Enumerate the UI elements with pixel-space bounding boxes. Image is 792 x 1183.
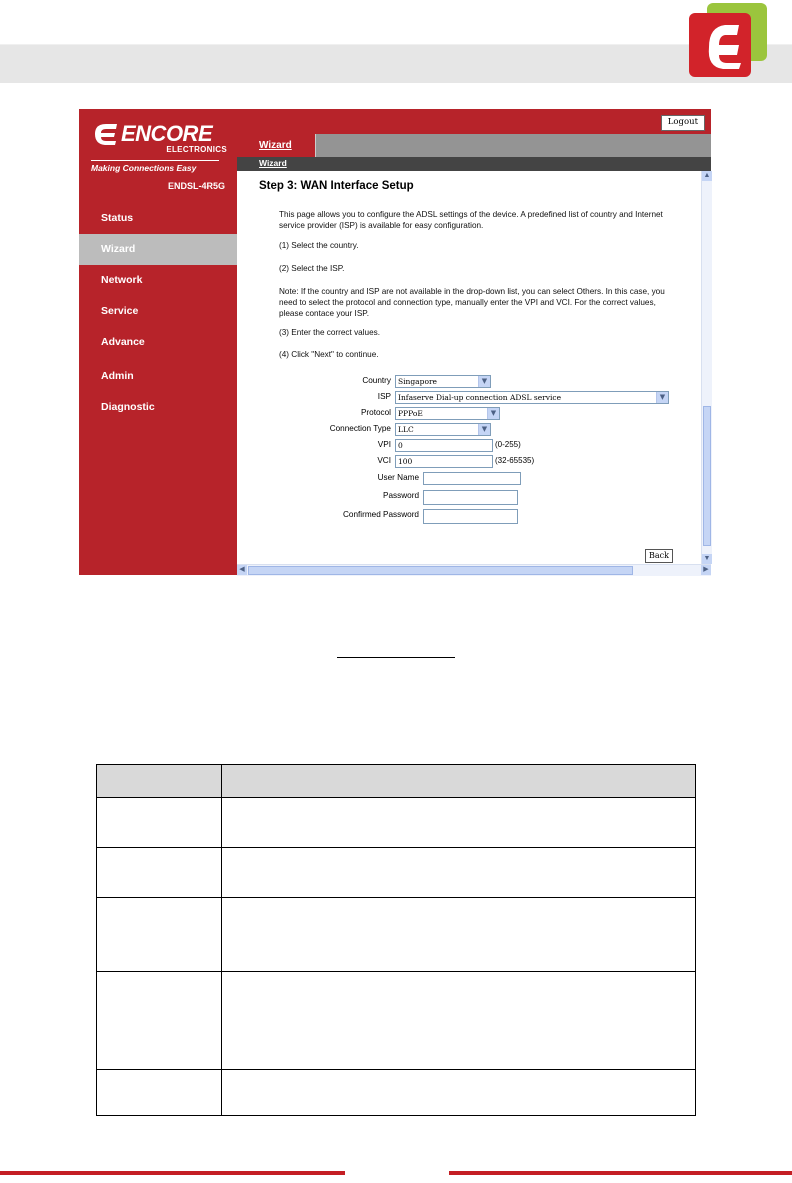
protocol-row <box>237 407 701 420</box>
password-row <box>237 490 701 503</box>
vpi-row <box>237 439 701 452</box>
country-row <box>237 375 701 388</box>
tab-bar <box>237 134 711 157</box>
connection-type-value: LLC <box>398 425 414 434</box>
table-header-cell <box>97 765 222 798</box>
vpi-input[interactable]: 0 <box>395 439 493 452</box>
table-row <box>97 798 696 848</box>
content-area <box>237 171 701 564</box>
back-button[interactable]: Back <box>645 549 673 563</box>
vertical-scroll-thumb[interactable] <box>703 406 711 546</box>
sidebar-item-status[interactable]: Status <box>101 212 134 224</box>
scroll-up-icon[interactable]: ▲ <box>703 172 711 179</box>
username-row <box>237 472 701 485</box>
confirm-password-input[interactable] <box>423 509 518 524</box>
breadcrumb <box>237 157 711 171</box>
vpi-label: VPI <box>377 440 391 449</box>
router-ui-screenshot <box>79 109 711 575</box>
top-bar <box>237 109 711 134</box>
table-header-cell <box>222 765 696 798</box>
vpi-range: (0-255) <box>495 440 521 449</box>
scroll-right-icon[interactable]: ▶ <box>701 565 711 575</box>
horizontal-scroll-thumb[interactable] <box>248 566 633 575</box>
country-label: Country <box>362 376 391 385</box>
protocol-value: PPPoE <box>398 409 423 418</box>
chevron-down-icon: ▼ <box>478 376 490 387</box>
isp-value: Infaserve Dial-up connection ADSL service <box>398 393 562 402</box>
table-row <box>97 848 696 898</box>
vci-input[interactable]: 100 <box>395 455 493 468</box>
isp-label: ISP <box>377 392 391 401</box>
password-label: Password <box>383 491 419 500</box>
sidebar-item-admin[interactable]: Admin <box>101 370 134 382</box>
vci-range: (32-65535) <box>495 456 535 465</box>
tab-wizard[interactable]: Wizard <box>237 134 316 157</box>
table-cell <box>222 848 696 898</box>
logout-button[interactable]: Logout <box>661 115 705 131</box>
table-cell <box>97 848 222 898</box>
sidebar-item-advance[interactable]: Advance <box>101 336 145 348</box>
sidebar-item-service[interactable]: Service <box>101 305 139 317</box>
vci-row <box>237 455 701 468</box>
brand-logo <box>91 121 227 173</box>
table-cell <box>222 1070 696 1116</box>
breadcrumb-wizard-link[interactable]: Wizard <box>259 158 287 168</box>
confirm-password-label: Confirmed Password <box>343 510 419 519</box>
device-model: ENDSL-4R5G <box>167 181 225 191</box>
encore-e-icon <box>91 121 121 147</box>
step1-text: (1) Select the country. <box>279 241 359 250</box>
table-header-row <box>97 765 696 798</box>
encore-logo-icon <box>689 3 769 77</box>
table-row <box>97 972 696 1070</box>
footer-line-right <box>449 1171 792 1175</box>
isp-row <box>237 391 701 404</box>
brand-tagline: Making Connections Easy <box>91 160 219 173</box>
caption-underline <box>337 657 455 658</box>
sidebar-item-wizard[interactable]: Wizard <box>79 234 237 265</box>
step3-text: (3) Enter the correct values. <box>279 328 381 337</box>
main-panel <box>237 109 711 575</box>
country-value: Singapore <box>398 377 437 386</box>
password-input[interactable] <box>423 490 518 505</box>
username-input[interactable] <box>423 472 521 485</box>
vci-label: VCI <box>377 456 391 465</box>
protocol-label: Protocol <box>360 408 391 417</box>
sidebar-item-network[interactable]: Network <box>101 274 143 286</box>
step2-text: (2) Select the ISP. <box>279 264 345 273</box>
document-header-band <box>0 44 792 83</box>
connection-type-row <box>237 423 701 436</box>
brand-name: ENCORE <box>121 121 213 146</box>
intro-text: This page allows you to configure the ADSL settings of the device. A predefined list of country and Internet service provider (ISP) is available for easy configuration. <box>279 210 663 230</box>
sidebar <box>79 109 237 575</box>
connection-type-label: Connection Type <box>329 424 391 433</box>
connection-type-select[interactable] <box>395 423 491 436</box>
table-cell <box>222 898 696 972</box>
username-label: User Name <box>377 473 419 482</box>
isp-select[interactable] <box>395 391 669 404</box>
protocol-select[interactable] <box>395 407 500 420</box>
note-text: Note: If the country and ISP are not available in the drop-down list, you can select Others. In this case, you need to select the protocol and connection type, manually enter the VPI and VCI. For the correct values, please contace your ISP. <box>279 287 665 318</box>
table-cell <box>97 898 222 972</box>
sidebar-nav <box>79 203 237 423</box>
table-row <box>97 1070 696 1116</box>
footer-line-left <box>0 1171 345 1175</box>
scroll-down-icon[interactable]: ▼ <box>703 555 711 562</box>
brand-subname: ELECTRONICS <box>166 145 227 154</box>
horizontal-scrollbar[interactable] <box>237 564 711 576</box>
description-table <box>96 764 696 1116</box>
table-cell <box>222 798 696 848</box>
table-cell <box>97 798 222 848</box>
chevron-down-icon: ▼ <box>487 408 499 419</box>
confirm-password-row <box>237 509 701 522</box>
country-select[interactable] <box>395 375 491 388</box>
scroll-left-icon[interactable]: ◀ <box>237 565 247 575</box>
table-row <box>97 898 696 972</box>
table-cell <box>97 1070 222 1116</box>
sidebar-item-diagnostic[interactable]: Diagnostic <box>101 401 155 413</box>
chevron-down-icon: ▼ <box>656 392 668 403</box>
chevron-down-icon: ▼ <box>478 424 490 435</box>
step4-text: (4) Click "Next" to continue. <box>279 350 379 359</box>
vertical-scrollbar[interactable] <box>701 171 712 564</box>
table-cell <box>97 972 222 1070</box>
page-title: Step 3: WAN Interface Setup <box>259 180 414 192</box>
table-cell <box>222 972 696 1070</box>
